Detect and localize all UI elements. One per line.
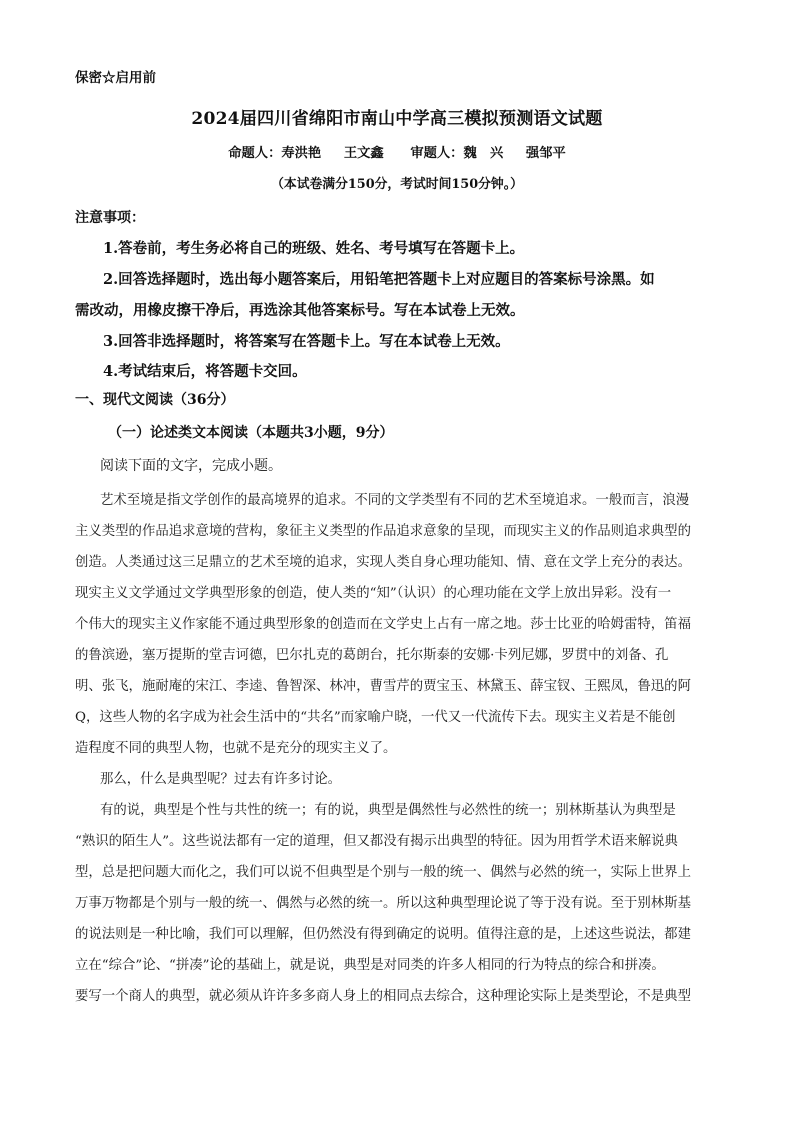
passage-line: 艺术至境是指文学创作的最高境界的追求。不同的文学类型有不同的艺术至境追求。一般而言，浪漫 [100, 493, 690, 508]
passage-line: 立在“综合”论、“拼凑”论的基础上，就是说，典型是对同类的许多人相同的行为特点的综合和拼凑。 [75, 958, 665, 973]
passage-line: 的鲁滨逊，塞万提斯的堂吉诃德，巴尔扎克的葛朗台，托尔斯泰的安娜·卡列尼娜，罗贯中的刘备、孔 [75, 648, 669, 663]
notice-item: 3.回答非选择题时，将答案写在答题卡上。写在本试卷上无效。 [103, 333, 510, 350]
exam-title: 2024届四川省绵阳市南山中学高三模拟预测语文试题 [191, 109, 603, 129]
passage-line: 创造。人类通过这三足鼎立的艺术至境的追求，实现人类自身心理功能知、情、意在文学上充分的表达。 [75, 555, 691, 570]
setters-label: 命题人：寿洪艳 [228, 146, 322, 161]
passage-line: 造程度不同的典型人物，也就不是充分的现实主义了。 [75, 741, 397, 756]
notice-heading: 注意事项： [75, 210, 145, 226]
passage-line: 现实主义文学通过文学典型形象的创造，使人类的“知”（认识）的心理功能在文学上放出异彩。没有一 [75, 586, 672, 601]
exam-authors [0, 142, 794, 161]
passage-line: 主义类型的作品追求意境的营构，象征主义类型的作品追求意象的呈现，而现实主义的作品则追求典型的 [75, 524, 691, 539]
passage-line: 的说法则是一种比喻，我们可以理解，但仍然没有得到确定的说明。值得注意的是，上述这些说法，都建 [75, 927, 691, 942]
passage-line: “熟识的陌生人”。这些说法都有一定的道理，但又都没有揭示出典型的特征。因为用哲学术语来解说典 [75, 834, 678, 849]
passage-line: 明、张飞，施耐庵的宋江、李逵、鲁智深、林冲，曹雪芹的贾宝玉、林黛玉、薛宝钗、王熙凤，鲁迅的阿 [75, 679, 691, 694]
reviewer-name-2: 强邹平 [525, 146, 566, 161]
passage-line: 要写一个商人的典型，就必须从许许多多商人身上的相同点去综合，这种理论实际上是类型论，不是典型 [75, 989, 691, 1004]
subsection-heading: （一）论述类文本阅读（本题共3小题，9分） [108, 425, 394, 441]
notice-item: 2.回答选择题时，选出每小题答案后，用铅笔把答题卡上对应题目的答案标号涂黑。如 [103, 271, 655, 288]
reading-instruction: 阅读下面的文字，完成小题。 [100, 458, 282, 474]
notice-item-continued: 需改动，用橡皮擦干净后，再选涂其他答案标号。写在本试卷上无效。 [75, 302, 525, 319]
confidential-label: 保密☆启用前 [75, 70, 156, 86]
passage-line: Q，这些人物的名字成为社会生活中的“共名”而家喻户晓，一代又一代流传下去。现实主义若是不能创 [75, 710, 676, 725]
setter-name-2: 王文鑫 [343, 146, 384, 161]
notice-item: 1.答卷前，考生务必将自己的班级、姓名、考号填写在答题卡上。 [103, 240, 525, 257]
notice-item: 4.考试结束后，将答题卡交回。 [103, 363, 307, 380]
passage-line: 个伟大的现实主义作家能不通过典型形象的创造而在文学史上占有一席之地。莎士比亚的哈姆雷特，笛福 [75, 617, 691, 632]
passage-line: 有的说，典型是个性与共性的统一；有的说，典型是偶然性与必然性的统一；别林斯基认为典型是 [100, 803, 676, 818]
passage-line: 那么，什么是典型呢？过去有许多讨论。 [100, 772, 342, 787]
reviewers-label: 审题人：魏 兴 [410, 146, 504, 161]
passage-line: 型，总是把问题大而化之，我们可以说不但典型是个别与一般的统一、偶然与必然的统一，实际上世界上 [75, 865, 691, 880]
passage-line: 万事万物都是个别与一般的统一、偶然与必然的统一。所以这种典型理论说了等于没有说。至于别林斯基 [75, 896, 691, 911]
section-heading: 一、现代文阅读（36分） [75, 392, 235, 408]
exam-info: （本试卷满分150分，考试时间150分钟。） [271, 177, 523, 192]
